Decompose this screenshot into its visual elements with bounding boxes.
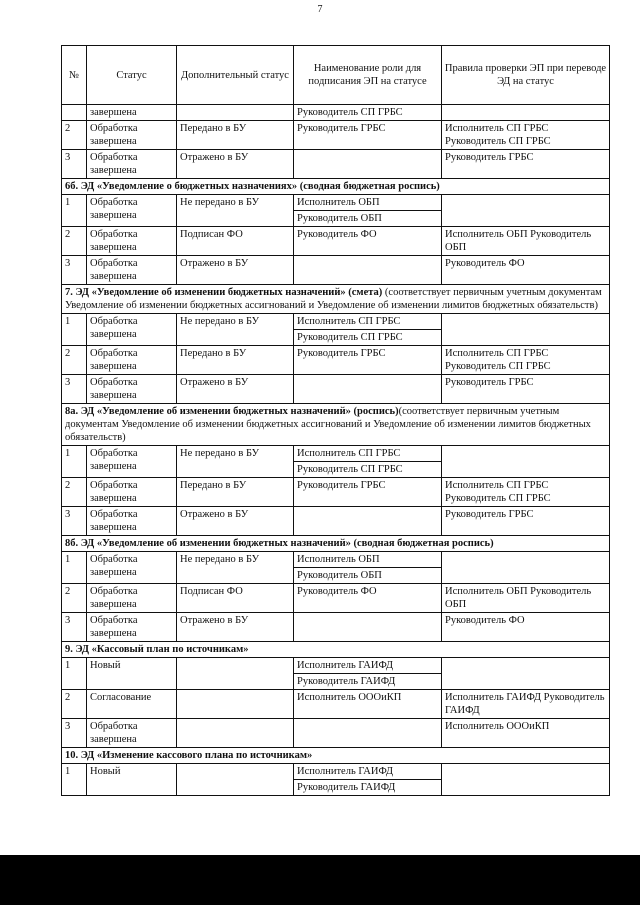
cell-rules	[442, 552, 610, 584]
section-title-text: 9. ЭД «Кассовый план по источникам»	[65, 644, 249, 655]
cell-num: 1	[62, 658, 87, 690]
cell-num: 3	[62, 256, 87, 285]
table-row	[62, 478, 610, 507]
cell-status: Новый	[87, 658, 177, 690]
cell-status: завершена	[87, 105, 177, 121]
section-title-text: 8б. ЭД «Уведомление об изменении бюджетных назначений» (сводная бюджетная роспись)	[65, 538, 494, 549]
cell-num: 3	[62, 719, 87, 748]
cell-role: Руководитель ОБП	[294, 568, 442, 584]
cell-status: Обработка завершена	[87, 256, 177, 285]
cell-status: Обработка завершена	[87, 314, 177, 346]
cell-role: Исполнитель ОБП	[294, 195, 442, 211]
table-row	[62, 346, 610, 375]
cell-extra: Передано в БУ	[177, 478, 294, 507]
document-table	[61, 45, 610, 796]
cell-rules	[442, 314, 610, 346]
table-row	[62, 584, 610, 613]
cell-num: 3	[62, 375, 87, 404]
cell-extra: Передано в БУ	[177, 121, 294, 150]
table-row	[62, 764, 610, 780]
table-row	[62, 446, 610, 462]
cell-role: Руководитель СП ГРБС	[294, 105, 442, 121]
cell-num: 1	[62, 446, 87, 478]
cell-extra: Не передано в БУ	[177, 552, 294, 584]
cell-status: Обработка завершена	[87, 375, 177, 404]
cell-status: Обработка завершена	[87, 613, 177, 642]
cell-role: Руководитель ГРБС	[294, 478, 442, 507]
table-row	[62, 195, 610, 211]
table-row	[62, 150, 610, 179]
cell-role	[294, 150, 442, 179]
cell-role	[294, 719, 442, 748]
section-title	[62, 179, 610, 195]
cell-rules	[442, 105, 610, 121]
section-title-row	[62, 404, 610, 446]
cell-extra	[177, 690, 294, 719]
section-title-row	[62, 748, 610, 764]
cell-role: Руководитель ГАИФД	[294, 780, 442, 796]
cell-num: 2	[62, 227, 87, 256]
cell-extra	[177, 719, 294, 748]
section-title	[62, 404, 610, 446]
section-title	[62, 285, 610, 314]
cell-status: Новый	[87, 764, 177, 796]
page-number: 7	[317, 4, 323, 15]
cell-num: 3	[62, 613, 87, 642]
cell-role	[294, 507, 442, 536]
section-title-row	[62, 642, 610, 658]
cell-role	[294, 613, 442, 642]
cell-extra: Не передано в БУ	[177, 195, 294, 227]
cell-status: Обработка завершена	[87, 150, 177, 179]
cell-rules: Исполнитель СП ГРБС Руководитель СП ГРБС	[442, 121, 610, 150]
header-num: №	[62, 46, 87, 105]
section-title-text: 8а. ЭД «Уведомление об изменении бюджетных назначений» (роспись)	[65, 406, 399, 417]
cell-role: Исполнитель ГАИФД	[294, 658, 442, 674]
cell-rules	[442, 658, 610, 690]
cell-role: Руководитель СП ГРБС	[294, 462, 442, 478]
table-row	[62, 613, 610, 642]
cell-extra	[177, 105, 294, 121]
section-title-text: 6б. ЭД «Уведомление о бюджетных назначениях» (сводная бюджетная роспись)	[65, 181, 440, 192]
cell-status: Обработка завершена	[87, 584, 177, 613]
cell-num: 2	[62, 346, 87, 375]
section-title	[62, 642, 610, 658]
table-row	[62, 719, 610, 748]
table-row	[62, 507, 610, 536]
table-row	[62, 314, 610, 330]
cell-num: 2	[62, 478, 87, 507]
cell-extra: Отражено в БУ	[177, 507, 294, 536]
cell-extra: Отражено в БУ	[177, 256, 294, 285]
cell-rules	[442, 764, 610, 796]
section-title-row	[62, 536, 610, 552]
cell-rules	[442, 446, 610, 478]
header-extra-status: Дополнительный статус	[177, 46, 294, 105]
cell-num: 1	[62, 314, 87, 346]
section-title-text: 10. ЭД «Изменение кассового плана по источникам»	[65, 750, 313, 761]
table-row	[62, 658, 610, 674]
cell-extra	[177, 658, 294, 690]
cell-status: Обработка завершена	[87, 346, 177, 375]
cell-role: Исполнитель ОООиКП	[294, 690, 442, 719]
cell-role: Руководитель СП ГРБС	[294, 330, 442, 346]
cell-status: Обработка завершена	[87, 446, 177, 478]
section-title-row	[62, 285, 610, 314]
section-title-row	[62, 179, 610, 195]
cell-extra: Отражено в БУ	[177, 375, 294, 404]
cell-status: Обработка завершена	[87, 227, 177, 256]
cell-role: Руководитель ГРБС	[294, 121, 442, 150]
cell-role: Руководитель ФО	[294, 227, 442, 256]
cell-num: 2	[62, 121, 87, 150]
cell-role: Исполнитель ОБП	[294, 552, 442, 568]
cell-rules: Руководитель ГРБС	[442, 150, 610, 179]
section-title	[62, 748, 610, 764]
cell-rules: Руководитель ФО	[442, 256, 610, 285]
cell-role	[294, 375, 442, 404]
scan-bottom-border	[0, 855, 640, 905]
cell-rules: Исполнитель СП ГРБС Руководитель СП ГРБС	[442, 478, 610, 507]
cell-num: 2	[62, 690, 87, 719]
cell-rules: Исполнитель СП ГРБС Руководитель СП ГРБС	[442, 346, 610, 375]
cell-role: Исполнитель ГАИФД	[294, 764, 442, 780]
cell-role: Руководитель ГАИФД	[294, 674, 442, 690]
section-title-note: (соответствует первичным учетным документам Уведомление об изменении бюджетных ассигнований и Уведомление об изменении лимитов бюджетных обязательств)	[65, 287, 602, 311]
cell-role: Исполнитель СП ГРБС	[294, 314, 442, 330]
continuation-row	[62, 105, 610, 121]
table-row	[62, 690, 610, 719]
cell-rules: Исполнитель ОБП Руководитель ОБП	[442, 584, 610, 613]
section-title-note: (соответствует первичным учетным документам Уведомление об изменении бюджетных ассигнований и Уведомление об изменении лимитов бюджетных обязательств)	[65, 406, 591, 443]
cell-num: 1	[62, 764, 87, 796]
cell-rules: Исполнитель ГАИФД Руководитель ГАИФД	[442, 690, 610, 719]
cell-role: Руководитель ОБП	[294, 211, 442, 227]
section-title-text: 7. ЭД «Уведомление об изменении бюджетных назначений» (смета)	[65, 287, 383, 298]
header-status: Статус	[87, 46, 177, 105]
cell-num: 1	[62, 195, 87, 227]
table-row	[62, 227, 610, 256]
cell-rules	[442, 195, 610, 227]
cell-extra: Отражено в БУ	[177, 150, 294, 179]
cell-extra: Передано в БУ	[177, 346, 294, 375]
cell-extra: Отражено в БУ	[177, 613, 294, 642]
cell-rules: Руководитель ГРБС	[442, 507, 610, 536]
table-row	[62, 256, 610, 285]
header-role: Наименование роли для подписания ЭП на статусе	[294, 46, 442, 105]
cell-num: 1	[62, 552, 87, 584]
cell-num: 3	[62, 507, 87, 536]
cell-status: Согласование	[87, 690, 177, 719]
table-header-row	[62, 46, 610, 105]
cell-rules: Руководитель ГРБС	[442, 375, 610, 404]
cell-status: Обработка завершена	[87, 552, 177, 584]
cell-num	[62, 105, 87, 121]
cell-extra: Подписан ФО	[177, 584, 294, 613]
cell-extra: Не передано в БУ	[177, 446, 294, 478]
cell-extra: Не передано в БУ	[177, 314, 294, 346]
cell-extra	[177, 764, 294, 796]
cell-status: Обработка завершена	[87, 719, 177, 748]
cell-rules: Руководитель ФО	[442, 613, 610, 642]
cell-extra: Подписан ФО	[177, 227, 294, 256]
cell-num: 2	[62, 584, 87, 613]
cell-status: Обработка завершена	[87, 195, 177, 227]
cell-role: Руководитель ФО	[294, 584, 442, 613]
cell-num: 3	[62, 150, 87, 179]
table-row	[62, 552, 610, 568]
section-title	[62, 536, 610, 552]
cell-status: Обработка завершена	[87, 507, 177, 536]
cell-status: Обработка завершена	[87, 478, 177, 507]
cell-role: Исполнитель СП ГРБС	[294, 446, 442, 462]
table-row	[62, 121, 610, 150]
cell-rules: Исполнитель ОООиКП	[442, 719, 610, 748]
header-rules: Правила проверки ЭП при переводе ЭД на статус	[442, 46, 610, 105]
table-row	[62, 375, 610, 404]
cell-status: Обработка завершена	[87, 121, 177, 150]
cell-role: Руководитель ГРБС	[294, 346, 442, 375]
cell-role	[294, 256, 442, 285]
cell-rules: Исполнитель ОБП Руководитель ОБП	[442, 227, 610, 256]
